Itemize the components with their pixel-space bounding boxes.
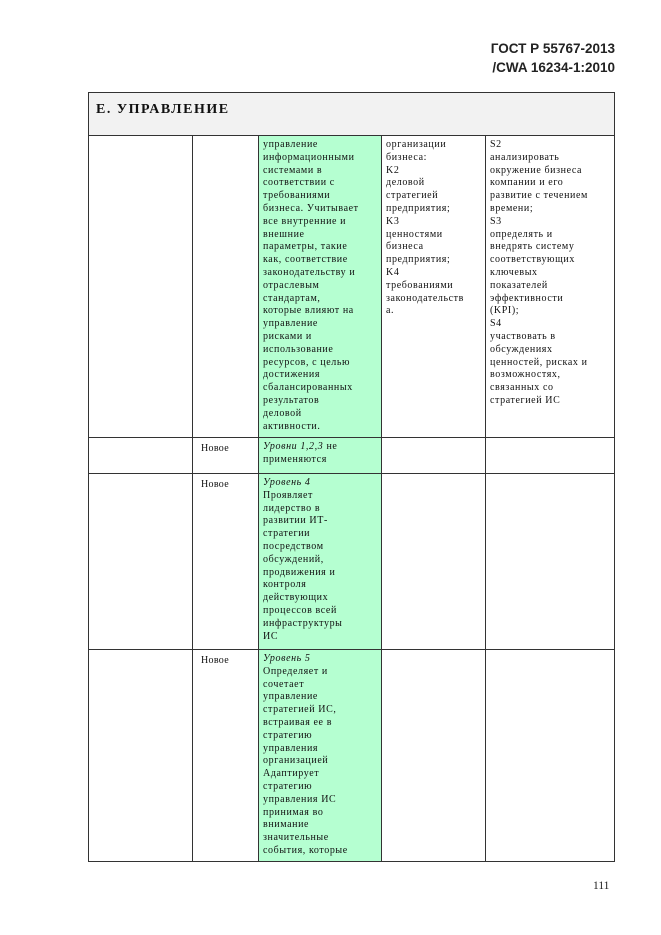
table-cell: [485, 649, 615, 862]
level-text: не применяются: [263, 441, 338, 465]
skills-cell: S2 анализировать окружение бизнеса компании и его развитие с течением времени; S3 определять и внедрять систему соответствующих ключевых показателей эффективности (KPI); S4 участвовать в обсуждениях ценностей, рисках и возможностях, связанных со стратегией ИС: [485, 135, 615, 438]
table-cell: [88, 473, 193, 650]
competence-table: [88, 92, 615, 862]
status-label: Новое: [192, 473, 259, 650]
table-cell: [381, 437, 486, 474]
standard-code: ГОСТ Р 55767-2013: [490, 41, 615, 56]
table-cell: [88, 437, 193, 474]
table-cell: [192, 135, 259, 438]
level-title: Уровень 5: [263, 653, 311, 664]
level-title: Уровень 4: [263, 477, 311, 488]
table-cell: [88, 135, 193, 438]
standard-code-cwa: /CWA 16234-1:2010: [492, 60, 615, 75]
description-cell: управление информационными системами в соответствии с требованиями бизнеса. Учитывает все внутренние и внешние параметры, такие как, соответствие законодательству и отраслевым стандартам, которые влияют на управление рисками и использование ресурсов, с целью достижения сбалансированных результатов деловой активности.: [258, 135, 382, 438]
level-text: Проявляет лидерство в развитии ИТ- стратегии посредством обсуждений, продвижения и контроля действующих процессов всей инфраструктуры ИС: [263, 489, 343, 642]
table-cell: [485, 473, 615, 650]
table-cell: [88, 649, 193, 862]
level-cell: [258, 473, 382, 650]
level-cell: [258, 649, 382, 862]
knowledge-cell: организации бизнеса: K2 деловой стратегией предприятия; K3 ценностями бизнеса предприятия; K4 требованиями законодательств а.: [381, 135, 486, 438]
status-label: Новое: [192, 649, 259, 862]
table-cell: [485, 437, 615, 474]
level-text: Определяет и сочетает управление стратегией ИС, встраивая ее в стратегию управления организацией Адаптирует стратегию управления ИС принимая во внимание значительные события, которые: [263, 665, 348, 856]
status-label: Новое: [192, 437, 259, 474]
section-title: Е. УПРАВЛЕНИЕ: [88, 92, 615, 136]
page-number: 111: [593, 880, 610, 892]
table-cell: [381, 473, 486, 650]
table-cell: [381, 649, 486, 862]
level-title: Уровни 1,2,3: [263, 441, 324, 452]
level-cell: [258, 437, 382, 474]
document-header: [491, 39, 615, 77]
